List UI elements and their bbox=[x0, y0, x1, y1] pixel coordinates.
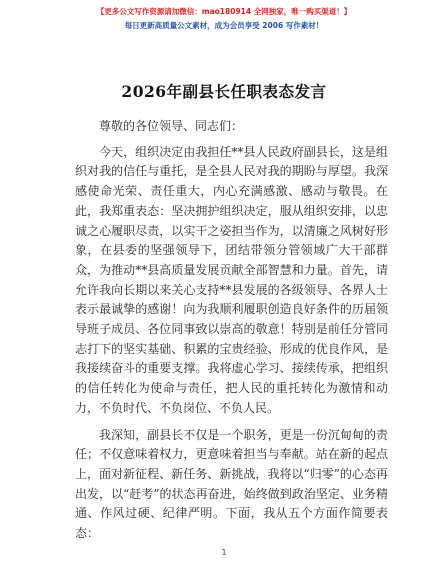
promo-banner bbox=[0, 6, 448, 31]
salutation: 尊敬的各位领导、同志们： bbox=[99, 119, 244, 133]
body-paragraph-2: 我深知，副县长不仅是一个职务，更是一份沉甸甸的责任；不仅意味着权力，更意味着担当与奉献。站在新的起点上，面对新征程、新任务、新挑战，我将以“归零”的心态再出发，以“赶考”的状态再奋进，始终做到政治坚定、业务精通、作风过硬、纪律严明。下面，我从五个方面作简要表态： bbox=[75, 427, 388, 541]
document-body bbox=[75, 117, 388, 551]
page-number: 1 bbox=[221, 548, 227, 557]
document-title: 2026年副县长任职表态发言 bbox=[121, 82, 327, 101]
promo-line-2: 每日更新高质量公文素材，成为会员享受 2006 写作素材！ bbox=[124, 21, 324, 30]
body-paragraph-1: 今天，组织决定由我担任**县人民政府副县长，这是组织对我的信任与重托，是全县人民对我的期盼与厚望。我深感使命光荣、责任重大，内心充满感激、感动与敬畏。在此，我郑重表态：坚决拥护组织决定，服从组织安排，以忠诚之心履职尽责，以实干之姿担当作为，以清廉之风树好形象，在县委的坚强领导下，团结带领分管领域广大干部群众，为推动**县高质量发展贡献全部智慧和力量。首先，请允许我向长期以来关心支持**县发展的各级领导、各界人士表示最诚挚的感谢！向为我顺利履职创造良好条件的历届领导班子成员、各位同事致以崇高的敬意！特别是前任分管同志打下的坚实基础、积累的宝贵经验、形成的优良作风，是我接续奋斗的重要支撑。我将虚心学习、接续传承，把组织的信任转化为使命与责任，把人民的重托转化为激情和动力，不负时代、不负岗位、不负人民。 bbox=[75, 144, 388, 415]
promo-line-1: 【更多公文写作资源请加微信：mao180914 全网独家，唯一购买渠道！】 bbox=[96, 7, 352, 16]
